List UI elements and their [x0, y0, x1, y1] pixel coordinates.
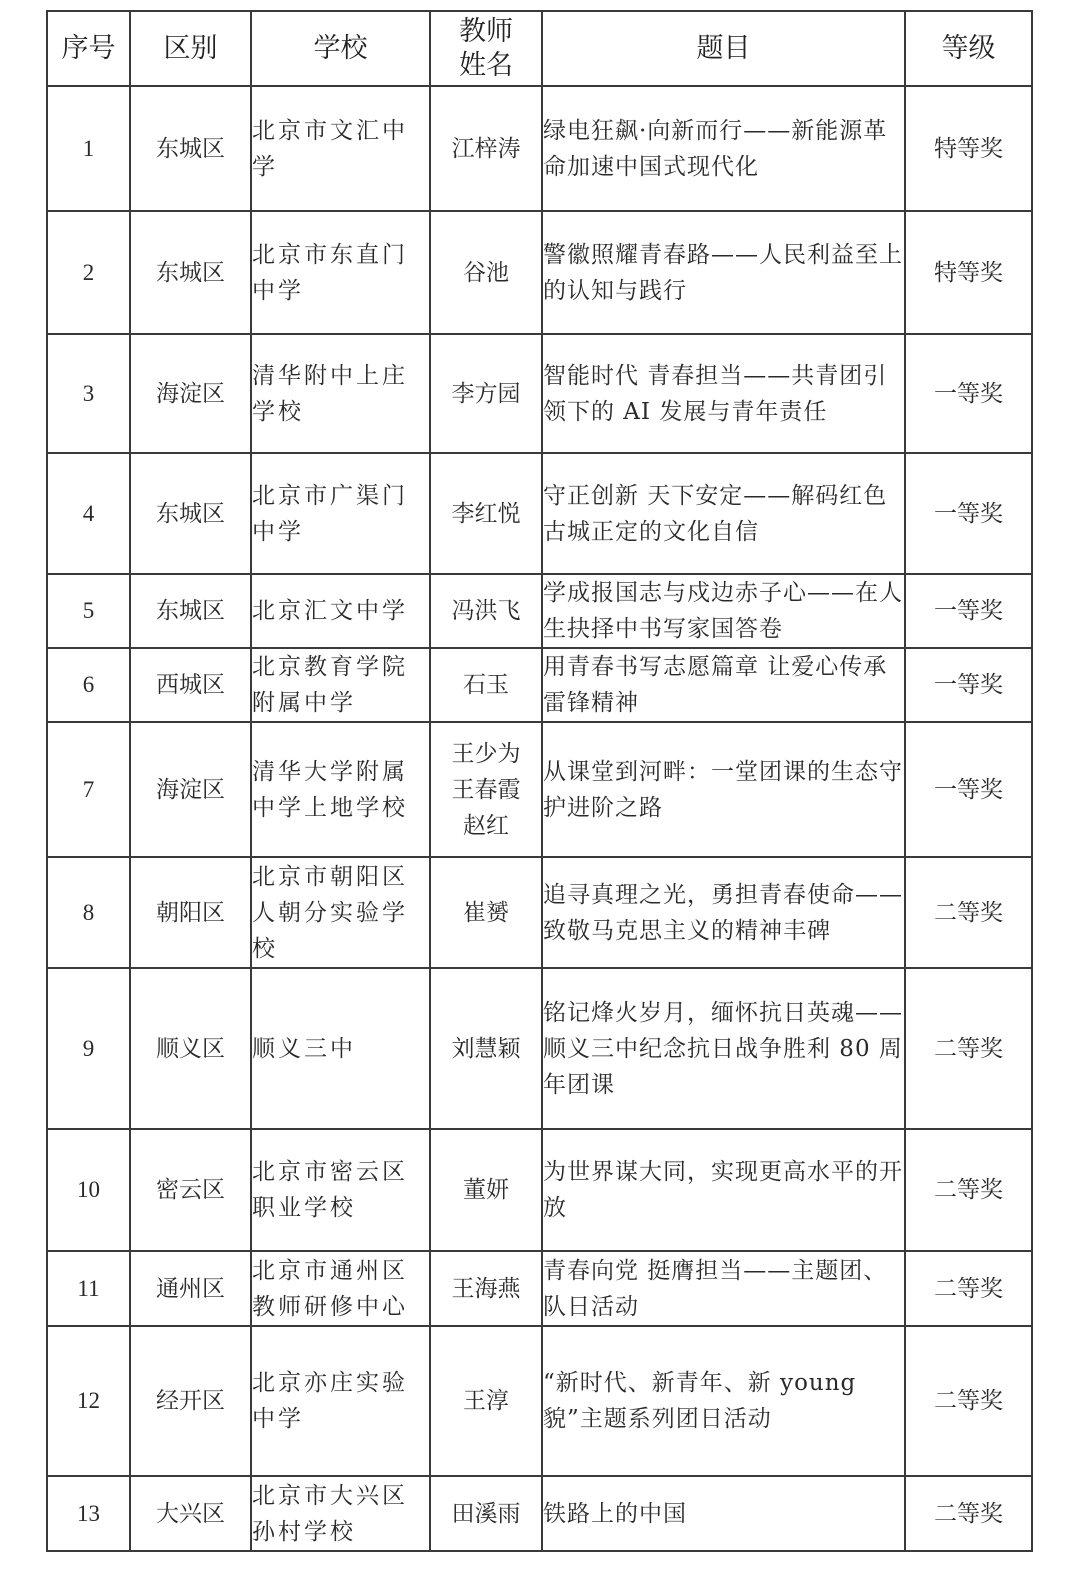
- cell-topic: 青春向党 挺膺担当——主题团、队日活动: [542, 1251, 905, 1326]
- cell-index: 7: [47, 722, 130, 857]
- table-row: [47, 1326, 1032, 1476]
- cell-topic: 为世界谋大同，实现更高水平的开放: [542, 1129, 905, 1251]
- cell-level: 一等奖: [905, 722, 1032, 857]
- cell-index: 3: [47, 334, 130, 453]
- teacher-name: 董妍: [463, 1177, 509, 1203]
- cell-teacher: [430, 648, 542, 722]
- cell-teacher: [430, 574, 542, 648]
- cell-school: 北京市大兴区孙村学校: [251, 1476, 430, 1551]
- cell-topic: 用青春书写志愿篇章 让爱心传承雷锋精神: [542, 648, 905, 722]
- cell-district: 经开区: [130, 1326, 251, 1476]
- table-row: [47, 574, 1032, 648]
- cell-topic: 学成报国志与戍边赤子心——在人生抉择中书写家国答卷: [542, 574, 905, 648]
- table-row: [47, 1129, 1032, 1251]
- cell-school: 北京市广渠门中学: [251, 453, 430, 574]
- header-teacher: [430, 11, 542, 86]
- cell-topic: 铭记烽火岁月，缅怀抗日英魂——顺义三中纪念抗日战争胜利 80 周年团课: [542, 968, 905, 1129]
- header-topic: 题目: [542, 11, 905, 86]
- cell-level: 一等奖: [905, 453, 1032, 574]
- cell-district: 海淀区: [130, 722, 251, 857]
- cell-level: 一等奖: [905, 574, 1032, 648]
- cell-teacher: [430, 1251, 542, 1326]
- cell-index: 2: [47, 211, 130, 334]
- cell-teacher: [430, 722, 542, 857]
- table-row: [47, 1251, 1032, 1326]
- teacher-name: 崔赟: [463, 899, 509, 926]
- cell-teacher: [430, 211, 542, 334]
- table-row: [47, 86, 1032, 211]
- cell-topic: 守正创新 天下安定——解码红色古城正定的文化自信: [542, 453, 905, 574]
- cell-district: 通州区: [130, 1251, 251, 1326]
- cell-index: 5: [47, 574, 130, 648]
- cell-index: 9: [47, 968, 130, 1129]
- header-district: 区别: [130, 11, 251, 86]
- header-teacher-line2: 姓名: [459, 49, 513, 81]
- cell-school: 北京市朝阳区人朝分实验学校: [251, 857, 430, 968]
- cell-topic: 警徽照耀青春路——人民利益至上的认知与践行: [542, 211, 905, 334]
- cell-topic: 绿电狂飙·向新而行——新能源革命加速中国式现代化: [542, 86, 905, 211]
- cell-level: 特等奖: [905, 86, 1032, 211]
- cell-topic: 追寻真理之光，勇担青春使命——致敬马克思主义的精神丰碑: [542, 857, 905, 968]
- cell-district: 东城区: [130, 211, 251, 334]
- cell-district: 东城区: [130, 453, 251, 574]
- cell-district: 东城区: [130, 86, 251, 211]
- teacher-name: 王淳: [463, 1388, 509, 1414]
- table-row: [47, 722, 1032, 857]
- teacher-name: 李红悦: [451, 500, 521, 527]
- table-row: [47, 211, 1032, 334]
- cell-level: 二等奖: [905, 1476, 1032, 1551]
- teacher-name: 王海燕: [451, 1275, 521, 1302]
- table-row: [47, 334, 1032, 453]
- table-row: [47, 453, 1032, 574]
- table-row: [47, 1476, 1032, 1551]
- cell-district: 东城区: [130, 574, 251, 648]
- cell-topic: “新时代、新青年、新 young 貌”主题系列团日活动: [542, 1326, 905, 1476]
- cell-school: 清华大学附属中学上地学校: [251, 722, 430, 857]
- cell-level: 二等奖: [905, 968, 1032, 1129]
- cell-level: 一等奖: [905, 334, 1032, 453]
- table-header-row: [47, 11, 1032, 86]
- cell-school: 清华附中上庄学校: [251, 334, 430, 453]
- cell-teacher: [430, 968, 542, 1129]
- cell-level: 二等奖: [905, 1129, 1032, 1251]
- cell-index: 1: [47, 86, 130, 211]
- header-index: 序号: [47, 11, 130, 86]
- cell-index: 8: [47, 857, 130, 968]
- table-row: [47, 968, 1032, 1129]
- teacher-name: 谷池: [463, 259, 509, 286]
- cell-district: 大兴区: [130, 1476, 251, 1551]
- cell-teacher: [430, 1476, 542, 1551]
- teacher-name: 田溪雨: [451, 1500, 521, 1527]
- cell-teacher: [430, 453, 542, 574]
- cell-district: 密云区: [130, 1129, 251, 1251]
- cell-level: 一等奖: [905, 648, 1032, 722]
- cell-level: 特等奖: [905, 211, 1032, 334]
- cell-district: 朝阳区: [130, 857, 251, 968]
- cell-school: 北京市东直门中学: [251, 211, 430, 334]
- header-level: 等级: [905, 11, 1032, 86]
- cell-topic: 从课堂到河畔：一堂团课的生态守护进阶之路: [542, 722, 905, 857]
- cell-teacher: [430, 857, 542, 968]
- teacher-name: 江梓涛: [451, 135, 521, 162]
- cell-school: 北京市通州区教师研修中心: [251, 1251, 430, 1326]
- cell-teacher: [430, 1326, 542, 1476]
- cell-index: 4: [47, 453, 130, 574]
- cell-level: 二等奖: [905, 1251, 1032, 1326]
- awards-table: [46, 10, 1033, 1552]
- teacher-name: 王春霞: [451, 776, 521, 803]
- teacher-name: 赵红: [463, 812, 509, 839]
- cell-index: 12: [47, 1326, 130, 1476]
- cell-topic: 铁路上的中国: [542, 1476, 905, 1551]
- cell-district: 顺义区: [130, 968, 251, 1129]
- header-school: 学校: [251, 11, 430, 86]
- table-row: [47, 857, 1032, 968]
- cell-teacher: [430, 1129, 542, 1251]
- cell-level: 二等奖: [905, 857, 1032, 968]
- cell-school: 顺义三中: [251, 968, 430, 1129]
- cell-school: 北京汇文中学: [251, 574, 430, 648]
- teacher-name: 石玉: [463, 672, 509, 698]
- cell-teacher: [430, 334, 542, 453]
- cell-school: 北京市文汇中学: [251, 86, 430, 211]
- cell-index: 13: [47, 1476, 130, 1551]
- teacher-name: 李方园: [451, 380, 521, 407]
- teacher-name: 刘慧颖: [451, 1035, 521, 1062]
- cell-district: 海淀区: [130, 334, 251, 453]
- cell-index: 6: [47, 648, 130, 722]
- cell-school: 北京市密云区职业学校: [251, 1129, 430, 1251]
- cell-topic: 智能时代 青春担当——共青团引领下的 AI 发展与青年责任: [542, 334, 905, 453]
- cell-level: 二等奖: [905, 1326, 1032, 1476]
- cell-school: 北京亦庄实验中学: [251, 1326, 430, 1476]
- cell-teacher: [430, 86, 542, 211]
- cell-index: 11: [47, 1251, 130, 1326]
- cell-index: 10: [47, 1129, 130, 1251]
- header-teacher-line1: 教师: [459, 15, 513, 47]
- cell-district: 西城区: [130, 648, 251, 722]
- teacher-name: 王少为: [451, 740, 521, 767]
- teacher-name: 冯洪飞: [451, 598, 521, 624]
- cell-school: 北京教育学院附属中学: [251, 648, 430, 722]
- table-row: [47, 648, 1032, 722]
